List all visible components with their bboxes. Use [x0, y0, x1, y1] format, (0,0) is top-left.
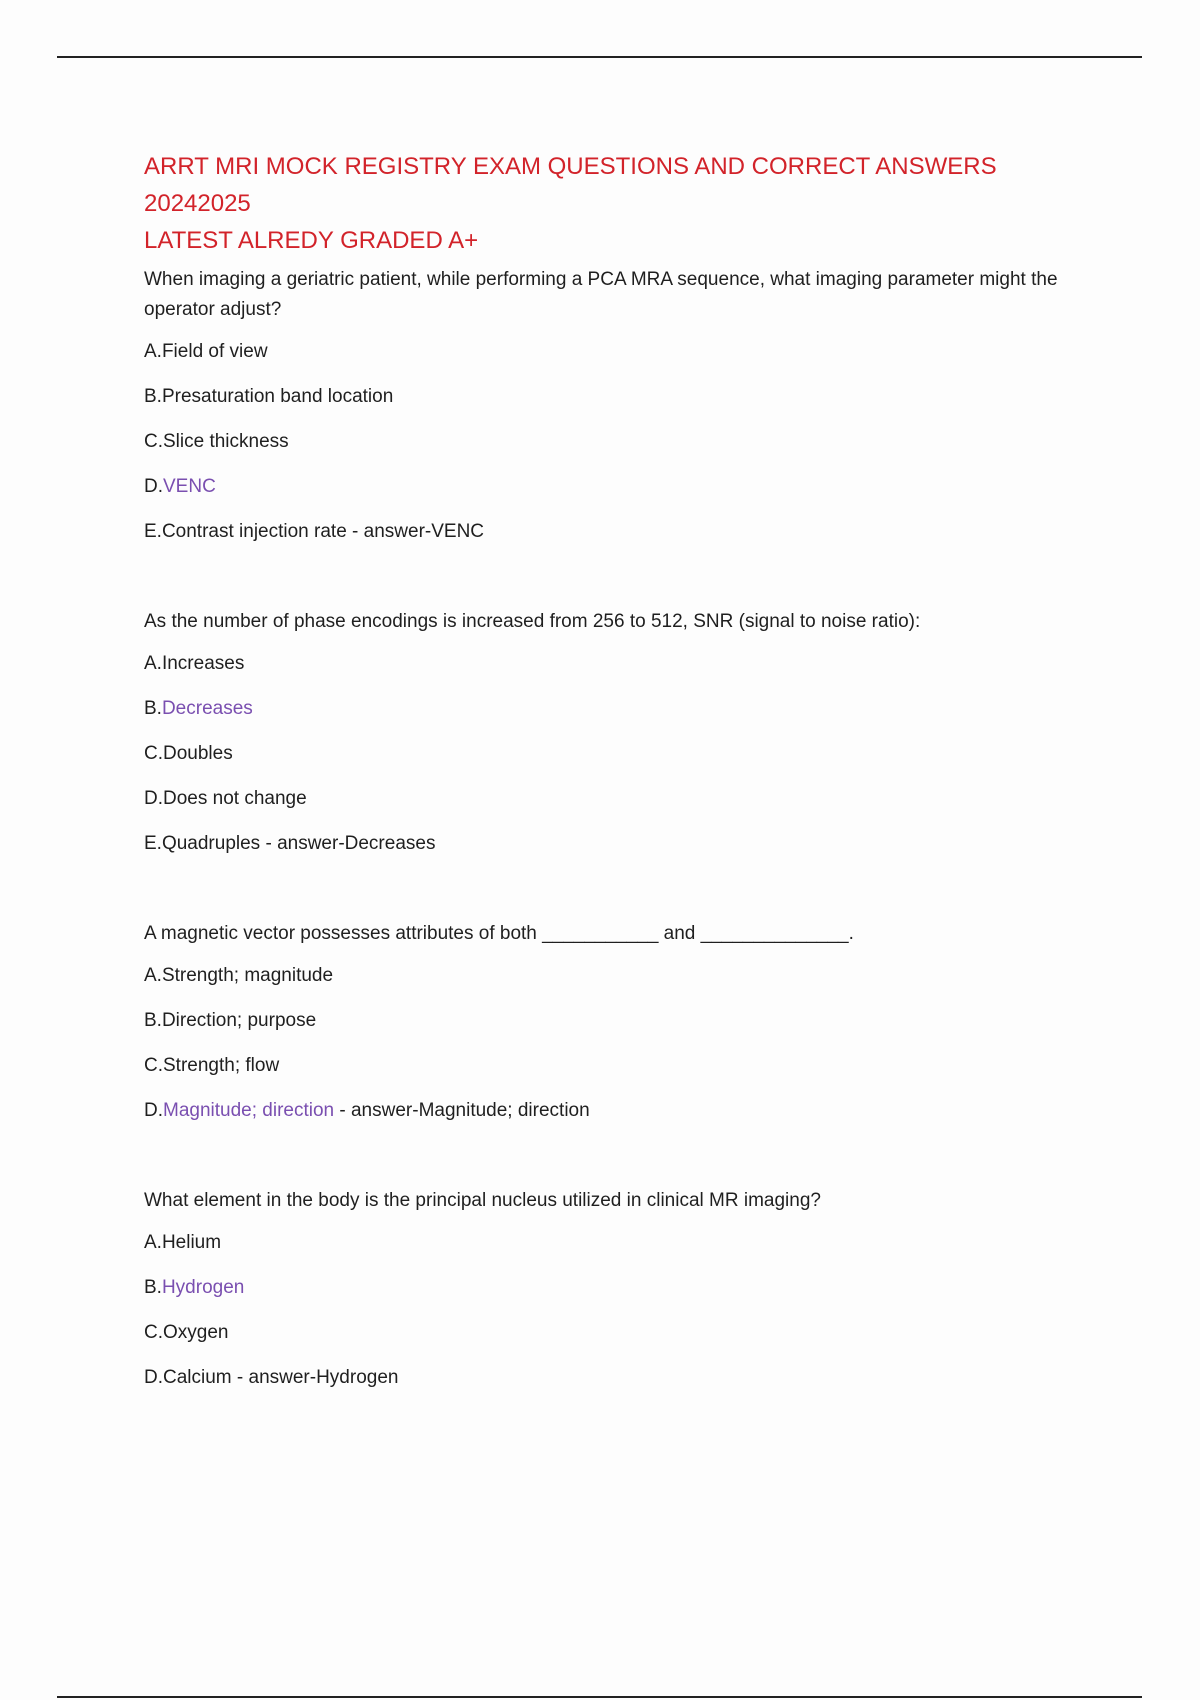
answer-option [144, 1096, 1104, 1126]
answer-key-text: - answer-Decreases [260, 833, 436, 854]
option-letter: E. [144, 833, 162, 854]
answer-option [144, 1273, 1104, 1303]
option-letter: D. [144, 1367, 163, 1388]
option-text: Field of view [161, 341, 268, 362]
answer-option [144, 1006, 1104, 1036]
option-text-correct: VENC [163, 476, 216, 497]
question-block [144, 265, 1104, 547]
answer-option [144, 961, 1104, 991]
answer-option [144, 1051, 1104, 1081]
document-body [144, 148, 1104, 1453]
option-letter: D. [144, 788, 163, 809]
option-text: Helium [161, 1232, 222, 1253]
option-text: Does not change [163, 788, 307, 809]
title-line-1: ARRT MRI MOCK REGISTRY EXAM QUESTIONS AND CORRECT ANSWERS 20242025 [144, 153, 997, 217]
option-text-correct: Hydrogen [161, 1277, 245, 1298]
question-text: A magnetic vector possesses attributes of both ___________ and ______________. [144, 923, 854, 944]
option-text: Presaturation band location [161, 386, 394, 407]
option-text: Direction; purpose [161, 1010, 317, 1031]
answer-option [144, 1363, 1104, 1393]
option-text: Doubles [163, 743, 233, 764]
answer-key-text: - answer-Hydrogen [231, 1367, 399, 1388]
option-text: Contrast injection rate [161, 521, 347, 542]
option-letter: C. [144, 431, 163, 452]
answer-option [144, 829, 1104, 859]
option-letter: B. [144, 386, 162, 407]
answer-option [144, 784, 1104, 814]
answer-option [144, 1318, 1104, 1348]
option-letter: C. [144, 1055, 163, 1076]
option-text: Increases [161, 653, 245, 674]
option-letter: B. [144, 1010, 162, 1031]
answer-key-text: - answer-Magnitude; direction [334, 1100, 590, 1121]
option-text: Strength; magnitude [161, 965, 334, 986]
answer-option [144, 694, 1104, 724]
option-letter: B. [144, 698, 162, 719]
option-text: Strength; flow [163, 1055, 280, 1076]
option-text-correct: Magnitude; direction [163, 1100, 335, 1121]
option-text: Oxygen [163, 1322, 229, 1343]
question-text: When imaging a geriatric patient, while performing a PCA MRA sequence, what imaging parameter might the operator adjust? [144, 269, 1058, 320]
footer-rule [57, 1696, 1142, 1698]
question-text: As the number of phase encodings is increased from 256 to 512, SNR (signal to noise ratio): [144, 611, 921, 632]
option-letter: A. [144, 1232, 162, 1253]
option-text: Quadruples [161, 833, 261, 854]
answer-option [144, 517, 1104, 547]
option-letter: E. [144, 521, 162, 542]
question-block [144, 919, 1104, 1126]
header-rule [57, 56, 1142, 58]
document-title [144, 148, 1104, 259]
option-letter: C. [144, 1322, 163, 1343]
question-text: What element in the body is the principal nucleus utilized in clinical MR imaging? [144, 1190, 821, 1211]
answer-key-text: - answer-VENC [346, 521, 485, 542]
answer-option [144, 382, 1104, 412]
answer-option [144, 337, 1104, 367]
option-text: Slice thickness [163, 431, 289, 452]
question-block [144, 607, 1104, 859]
option-text: Calcium [163, 1367, 232, 1388]
option-letter: D. [144, 1100, 163, 1121]
title-line-2: LATEST ALREDY GRADED A+ [144, 227, 479, 254]
option-text-correct: Decreases [161, 698, 253, 719]
question-list [144, 265, 1104, 1393]
answer-option [144, 649, 1104, 679]
option-letter: C. [144, 743, 163, 764]
option-letter: A. [144, 653, 162, 674]
option-letter: A. [144, 965, 162, 986]
answer-option [144, 472, 1104, 502]
answer-option [144, 739, 1104, 769]
answer-option [144, 1228, 1104, 1258]
option-letter: B. [144, 1277, 162, 1298]
question-block [144, 1186, 1104, 1393]
option-letter: A. [144, 341, 162, 362]
option-letter: D. [144, 476, 163, 497]
answer-option [144, 427, 1104, 457]
